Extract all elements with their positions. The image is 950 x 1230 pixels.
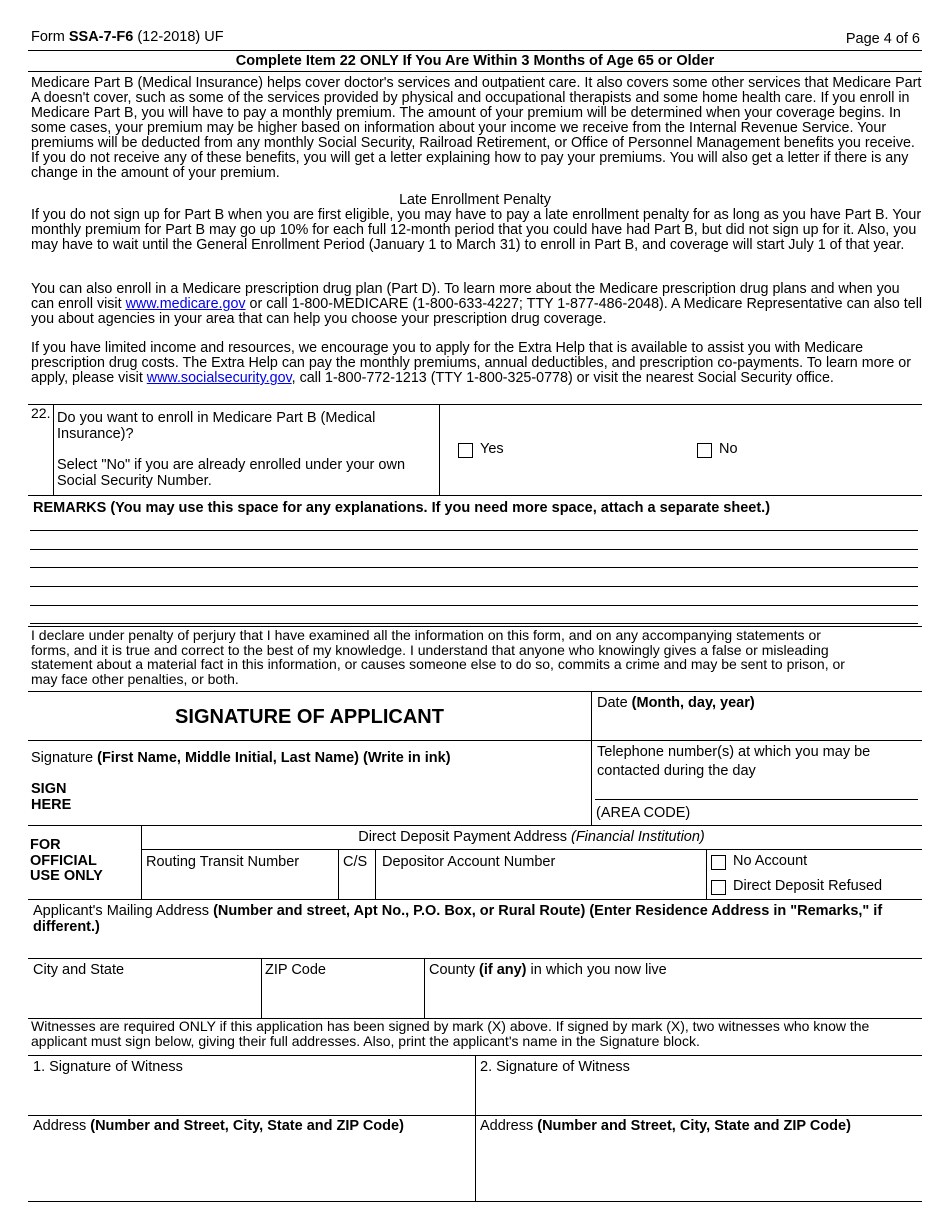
dd-refused-checkbox[interactable] [711, 880, 726, 895]
cs-divider [375, 849, 376, 899]
witness-note: Witnesses are required ONLY if this application has been signed by mark (X) above. If signed by mark (X), two witnesses who know the applicant must sign below, giving their full addresses. Also, print the applicant's name in the Signature block. [31, 1018, 870, 1049]
mailing-address-label: Applicant's Mailing Address (Number and street, Apt No., P.O. Box, or Rural Route) (Enter Residence Address in "Remarks," if different.) [33, 903, 883, 935]
witness-bottom-rule [28, 1201, 922, 1202]
form-id: Form SSA-7-F6 (12-2018) UF [31, 29, 224, 45]
signature-bottom-rule [28, 825, 922, 826]
zip-divider [424, 958, 425, 1018]
item22-top-rule [28, 404, 922, 405]
dd-rule [141, 849, 922, 850]
date-label: Date (Month, day, year) [597, 695, 755, 711]
item22-question: Do you want to enroll in Medicare Part B (Medical Insurance)? [57, 410, 376, 442]
socialsecurity-link[interactable]: www.socialsecurity.gov [146, 370, 292, 386]
remarks-line[interactable] [30, 623, 918, 624]
declaration-text: I declare under penalty of perjury that I have examined all the information on this form, and on any accompanying statements or forms, and it is true and correct to the best of my knowledge. I understand that anyone who knowingly gives a false or misleading statement about a material fact in this information, or causes someone else to do so, commits a crime and may be sent to prison, or may face other penalties, or both. [31, 627, 845, 687]
item22-number: 22. [31, 405, 51, 421]
sign-here-label: SIGN HERE [31, 781, 72, 813]
official-bottom-rule [28, 899, 922, 900]
yes-checkbox[interactable] [458, 443, 473, 458]
signature-divider [591, 691, 592, 825]
cs-label: C/S [343, 854, 368, 870]
dd-refused-label: Direct Deposit Refused [733, 878, 883, 894]
witness-mid-rule [28, 1115, 922, 1116]
city-state-label: City and State [33, 962, 125, 978]
remarks-line[interactable] [30, 549, 918, 550]
no-checkbox[interactable] [697, 443, 712, 458]
routing-label: Routing Transit Number [146, 854, 300, 870]
area-code-label: (AREA CODE) [596, 805, 691, 821]
witness2-address-label: Address (Number and Street, City, State and ZIP Code) [480, 1118, 851, 1134]
account-label: Depositor Account Number [382, 854, 556, 870]
no-account-checkbox[interactable] [711, 855, 726, 870]
remarks-line[interactable] [30, 605, 918, 606]
witness-divider [475, 1055, 476, 1201]
signature-title: SIGNATURE OF APPLICANT [175, 706, 444, 728]
page-number: Page 4 of 6 [845, 31, 920, 47]
signature-mid-rule [28, 740, 922, 741]
section-title: Complete Item 22 ONLY If You Are Within 3 Months of Age 65 or Older [235, 53, 715, 69]
remarks-line[interactable] [30, 530, 918, 531]
part-d-paragraph: You can also enroll in a Medicare prescription drug plan (Part D). To learn more about the Medicare prescription drug plans and when you can enroll visit www.medicare.gov or call 1-800-MEDICARE (1-800-633-4227; TTY 1-877-486-2048). A Medicare Representative can also tell you about agencies in your area that can help you choose your prescription drug coverage. [31, 281, 923, 327]
signature-top-rule [28, 691, 922, 692]
account-divider [706, 849, 707, 899]
routing-divider [338, 849, 339, 899]
county-label: County (if any) in which you now live [429, 962, 667, 978]
phone-label: Telephone number(s) at which you may be contacted during the day [597, 744, 871, 779]
medicare-link[interactable]: www.medicare.gov [125, 296, 246, 312]
city-divider [261, 958, 262, 1018]
witness1-address-label: Address (Number and Street, City, State and ZIP Code) [33, 1118, 404, 1134]
title-rule [28, 71, 922, 72]
remarks-line[interactable] [30, 567, 918, 568]
witness2-signature-label: 2. Signature of Witness [480, 1059, 630, 1075]
remarks-line[interactable] [30, 586, 918, 587]
late-penalty-text: If you do not sign up for Part B when you are first eligible, you may have to pay a late enrollment penalty for as long as you have Part B. Your monthly premium for Part B may go up 10% for each full 12-month period that you could have had Part B, but did not sign up for it. Also, you may have to wait until the General Enrollment Period (January 1 to March 31) to enroll in Part B, and coverage will start July 1 of that year. [31, 207, 922, 253]
yes-label: Yes [480, 441, 504, 457]
no-account-label: No Account [733, 853, 808, 869]
signature-label: Signature (First Name, Middle Initial, Last Name) (Write in ink) [31, 750, 451, 766]
item22-bottom-rule [28, 495, 922, 496]
remarks-label: REMARKS (You may use this space for any explanations. If you need more space, attach a separate sheet.) [33, 500, 771, 516]
witness1-signature-label: 1. Signature of Witness [33, 1059, 183, 1075]
mailing-bottom-rule [28, 958, 922, 959]
zip-label: ZIP Code [265, 962, 326, 978]
direct-deposit-label: Direct Deposit Payment Address (Financial Institution) [358, 829, 705, 845]
official-use-label: FOR OFFICIAL USE ONLY [30, 837, 103, 884]
extra-help-paragraph: If you have limited income and resources, we encourage you to apply for the Extra Help that is available to assist you with Medicare prescription drug costs. The Extra Help can pay the monthly premiums, annual deductibles, and prescription co-payments. To learn more or apply, please visit www.socialsecurity.gov, call 1-800-772-1213 (TTY 1-800-325-0778) or visit the nearest Social Security office. [31, 340, 911, 386]
item22-num-divider [53, 404, 54, 495]
late-penalty-heading: Late Enrollment Penalty [399, 192, 551, 208]
no-label: No [719, 441, 738, 457]
header-rule [28, 50, 922, 51]
item22-note: Select "No" if you are already enrolled under your own Social Security Number. [57, 457, 406, 489]
item22-divider [439, 404, 440, 495]
intro-paragraph: Medicare Part B (Medical Insurance) helps cover doctor's services and outpatient care. It also covers some other services that Medicare Part A doesn't cover, such as some of the services provided by physical and occupational therapists and some home health care. If you enroll in Medicare Part B, you will have to pay a monthly premium. The amount of your premium will be determined when your coverage begins. In some cases, your premium may be higher based on information about your income we receive from the Internal Revenue Service. Your premiums will be deducted from any monthly Social Security, Railroad Retirement, or Office of Personnel Management benefits you receive. If you do not receive any of these benefits, you will get a letter explaining how to pay your premiums. You will also get a letter if there is any change in the amount of your premium. [31, 75, 922, 181]
phone-line[interactable] [595, 799, 918, 800]
